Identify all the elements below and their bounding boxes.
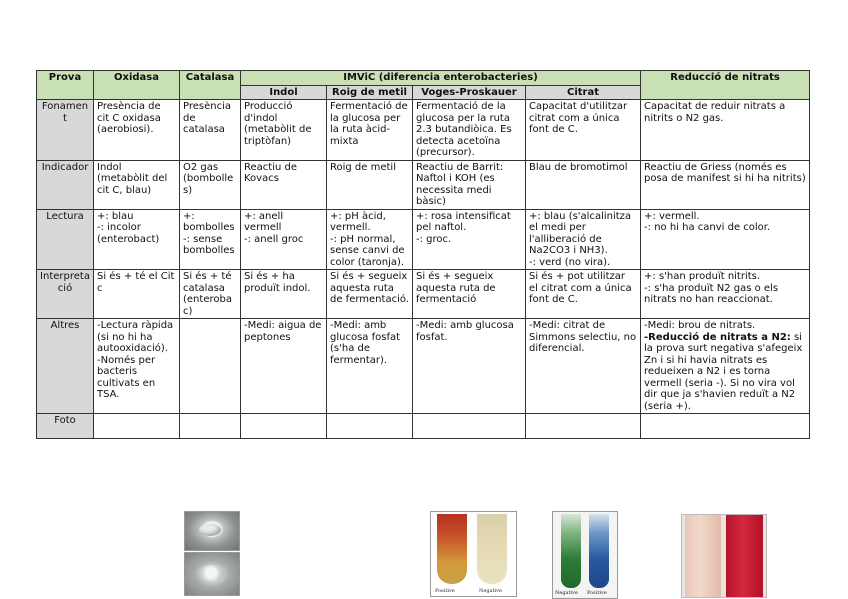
cell-line: -: sense bombolles [183, 233, 235, 256]
header-voges: Voges-Proskauer [413, 85, 526, 100]
cell [180, 414, 241, 439]
tube-negative-icon [477, 514, 507, 584]
cell-line: +: blau [97, 210, 134, 222]
cell: -Medi: amb glucosa fosfat. [413, 319, 526, 414]
tube-blue-icon [589, 514, 609, 588]
cell [413, 209, 526, 270]
cell: Fermentació de la glucosa per la ruta 2.3 butandiòica. Es detecta acetoïna (precursor). [413, 100, 526, 161]
cell [180, 209, 241, 270]
row-label: Foto [37, 414, 94, 439]
row-label: Altres [37, 319, 94, 414]
catalasa-photo-bottom [184, 552, 240, 596]
cell: Presència de cit C oxidasa (aerobiosi). [94, 100, 180, 161]
row-label: Indicador [37, 160, 94, 209]
cell: Capacitat d'utilitzar citrat com a única font de C. [526, 100, 641, 161]
cell [94, 414, 180, 439]
cell [94, 209, 180, 270]
cell-line [644, 332, 806, 413]
cell [413, 414, 526, 439]
cell-line: -: pH normal, sense canvi de color (taronja). [330, 233, 405, 268]
cell [641, 209, 810, 270]
row-fonament [37, 100, 810, 161]
cell-line: -: incolor (enterobact) [97, 222, 160, 245]
header-roig: Roig de metil [327, 85, 413, 100]
bubbles-icon [197, 565, 225, 581]
cell [526, 209, 641, 270]
cell [241, 414, 327, 439]
row-lectura [37, 209, 810, 270]
cell: Si és + ha produït indol. [241, 270, 327, 319]
cell-line: -: groc. [416, 233, 452, 245]
cell: Si és + segueix aquesta ruta de fermentació [413, 270, 526, 319]
cell-line: -: verd (no vira). [529, 256, 611, 268]
cell-line: -: s'ha produït N2 gas o els nitrats no han reaccionat. [644, 282, 779, 305]
cell: -Medi: citrat de Simmons selectiu, no diferencial. [526, 319, 641, 414]
row-label: Fonament [37, 100, 94, 161]
header-reduccio: Reducció de nitrats [641, 71, 810, 100]
cell-line: +: bombolles [183, 210, 235, 233]
cell: -Medi: amb glucosa fosfat (s'ha de fermentar). [327, 319, 413, 414]
row-foto [37, 414, 810, 439]
tube-positive-icon [437, 514, 467, 584]
cell: Si és + té el Cit c [94, 270, 180, 319]
cell [327, 414, 413, 439]
header-oxidasa: Oxidasa [94, 71, 180, 100]
droplet-icon [199, 524, 221, 536]
cell: Reactiu de Griess (només es posa de manifest si hi ha nitrits) [641, 160, 810, 209]
cell: Roig de metil [327, 160, 413, 209]
citrat-photo [552, 511, 618, 599]
cell: Producció d'indol (metabòlit de triptòfan) [241, 100, 327, 161]
cell-line: -: anell groc [244, 233, 304, 245]
cell [526, 414, 641, 439]
cell: Reactiu de Barrit: Naftol i KOH (es necessita medi bàsic) [413, 160, 526, 209]
cell-line: -: no hi ha canvi de color. [644, 222, 771, 233]
cell-line: +: pH àcid, vermell. [330, 210, 386, 233]
row-label: Interpretació [37, 270, 94, 319]
cell [180, 319, 241, 414]
cell: Blau de bromotimol [526, 160, 641, 209]
header-citrat: Citrat [526, 85, 641, 100]
catalasa-photo-top [184, 511, 240, 551]
row-interpretacio [37, 270, 810, 319]
cell [94, 319, 180, 414]
header-imvic: IMViC (diferencia enterobacteries) [241, 71, 641, 86]
cell-line: +: s'han produït nitrits. [644, 271, 761, 282]
photo-label-positive: Positive [587, 590, 607, 596]
tube-green-icon [561, 514, 581, 588]
nitrats-photo [681, 514, 767, 598]
photo-label-negative: Negative [555, 590, 578, 596]
bold-text: -Reducció de nitrats a N2: [644, 331, 791, 343]
voges-photo [430, 511, 517, 597]
row-label: Lectura [37, 209, 94, 270]
header-indol: Indol [241, 85, 327, 100]
reference-table [36, 70, 810, 439]
cell-line: +: anell vermell [244, 210, 284, 233]
photo-label-negative: Negative [479, 588, 502, 594]
cell: O2 gas (bombolles) [180, 160, 241, 209]
cell: Fermentació de la glucosa per la ruta àcid-mixta [327, 100, 413, 161]
header-prova: Prova [37, 71, 94, 100]
cell: Indol (metabòlit del cit C, blau) [94, 160, 180, 209]
cell: Capacitat de reduir nitrats a nitrits o N2 gas. [641, 100, 810, 161]
cell-line: -Només per bacteris cultivats en TSA. [97, 354, 156, 400]
cell: Reactiu de Kovacs [241, 160, 327, 209]
cell: Si és + segueix aquesta ruta de fermentació. [327, 270, 413, 319]
cell-line: -Medi: brou de nitrats. [644, 320, 756, 331]
cell: Si és + té catalasa (enterobac) [180, 270, 241, 319]
cell [327, 209, 413, 270]
cell-line: +: blau (s'alcalinitza el medi per l'alliberació de Na2CO3 i NH3). [529, 210, 632, 256]
header-catalasa: Catalasa [180, 71, 241, 100]
cell: Presència de catalasa [180, 100, 241, 161]
cell [641, 414, 810, 439]
cell [241, 209, 327, 270]
row-altres [37, 319, 810, 414]
cell-line: +: vermell. [644, 210, 700, 222]
cell-text: si la prova surt negativa s'afegeix Zn i si hi havia nitrats es redueixen a N2 i es torna vermell (seria -). Si no vira vol dir que ja s'havien reduït a N2 (seria +). [644, 331, 803, 412]
cell [641, 270, 810, 319]
tube-pale-icon [685, 515, 721, 597]
cell [641, 319, 810, 414]
cell-line: -Lectura ràpida (si no hi ha autooxidació). [97, 320, 174, 354]
cell: -Medi: aigua de peptones [241, 319, 327, 414]
photo-label-positive: Positive [435, 588, 455, 594]
cell-line: +: rosa intensificat pel naftol. [416, 210, 511, 233]
tube-red-icon [726, 515, 763, 597]
row-indicador [37, 160, 810, 209]
cell: Si és + pot utilitzar el citrat com a única font de C. [526, 270, 641, 319]
